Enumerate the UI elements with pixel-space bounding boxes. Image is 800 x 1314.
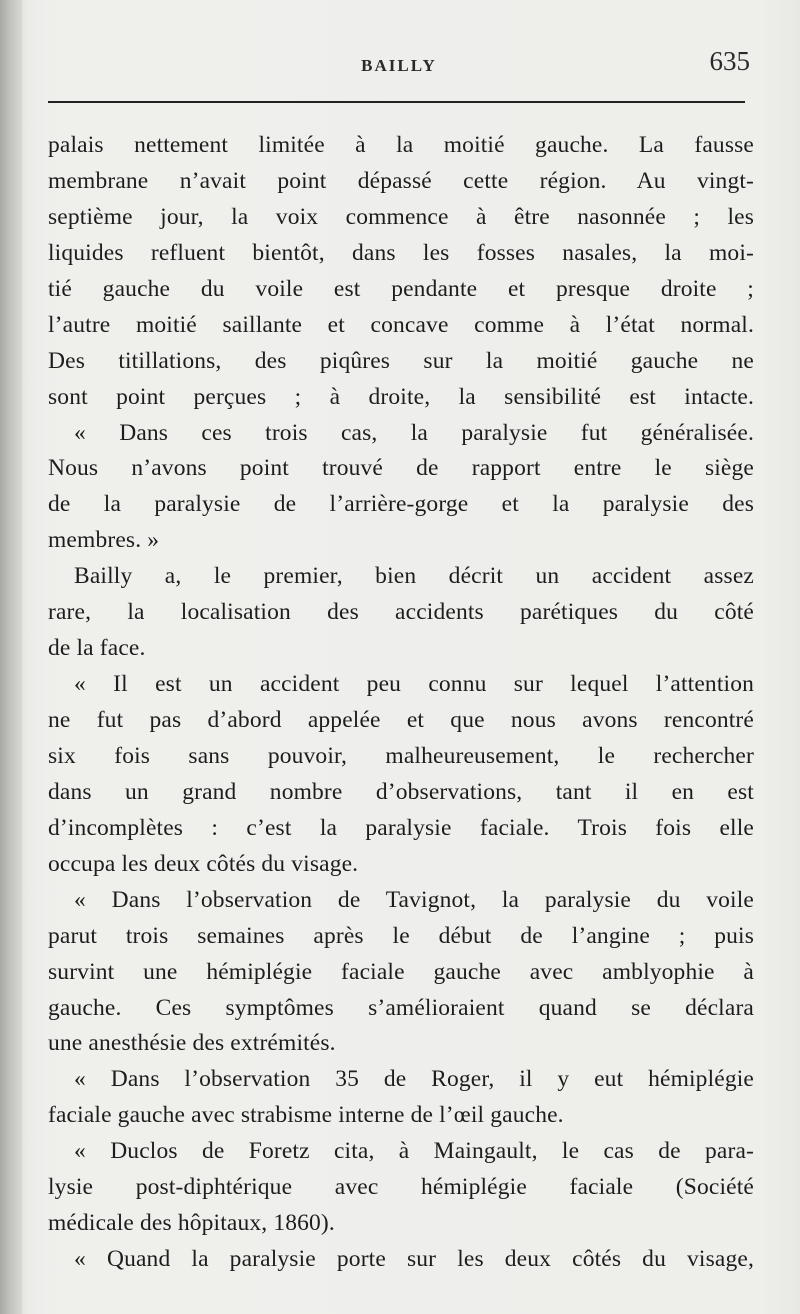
text-line: membrane n’avait point dépassé cette région. Au vingt- [48, 167, 754, 194]
text-line: « Duclos de Foretz cita, à Maingault, le cas de para- [74, 1138, 754, 1165]
text-line: parut trois semaines après le début de l’angine ; puis [48, 922, 754, 949]
text-line: membres. » [48, 527, 160, 554]
running-title: BAILLY [361, 56, 437, 75]
text-line: « Dans l’observation de Tavignot, la paralysie du voile [74, 886, 754, 913]
page-header [48, 46, 750, 82]
text-line: occupa les deux côtés du visage. [48, 850, 359, 877]
text-line: « Dans ces trois cas, la paralysie fut généralisée. [74, 419, 754, 446]
text-line: « Quand la paralysie porte sur les deux côtés du visage, [74, 1246, 754, 1273]
text-line: six fois sans pouvoir, malheureusement, le rechercher [48, 742, 754, 769]
text-line: « Dans l’observation 35 de Roger, il y eut hémiplégie [74, 1066, 754, 1093]
text-line: dans un grand nombre d’observations, tant il en est [48, 778, 754, 805]
page-gutter-shadow [0, 0, 22, 1314]
text-line: « Il est un accident peu connu sur lequel l’attention [74, 671, 754, 698]
text-line: Des titillations, des piqûres sur la moitié gauche ne [48, 347, 754, 374]
header-rule [48, 101, 745, 103]
text-line: de la face. [48, 635, 146, 662]
text-line: ne fut pas d’abord appelée et que nous avons rencontré [48, 707, 754, 733]
text-line: faciale gauche avec strabisme interne de l’œil gauche. [48, 1102, 564, 1129]
text-line: sont point perçues ; à droite, la sensibilité est intacte. [48, 383, 754, 410]
text-line: tié gauche du voile est pendante et presque droite ; [48, 275, 754, 302]
text-line: une anesthésie des extrémités. [48, 1030, 336, 1057]
text-line: de la paralysie de l’arrière-gorge et la paralysie des [48, 491, 754, 518]
text-line: rare, la localisation des accidents parétiques du côté [48, 599, 754, 626]
body-text [48, 128, 754, 1278]
page-number: 635 [709, 46, 750, 76]
text-line: lysie post-diphtérique avec hémiplégie faciale (Société [48, 1174, 754, 1201]
text-line: gauche. Ces symptômes s’amélioraient quand se déclara [48, 994, 754, 1021]
text-line: Nous n’avons point trouvé de rapport entre le siège [48, 455, 754, 482]
text-line: palais nettement limitée à la moitié gauche. La fausse [48, 132, 754, 158]
text-line: Bailly a, le premier, bien décrit un accident assez [74, 563, 754, 590]
text-line: septième jour, la voix commence à être nasonnée ; les [48, 203, 754, 230]
text-line: liquides refluent bientôt, dans les fosses nasales, la moi- [48, 239, 754, 266]
text-line: médicale des hôpitaux, 1860). [48, 1210, 335, 1237]
text-line: d’incomplètes : c’est la paralysie faciale. Trois fois elle [48, 814, 754, 841]
text-line: survint une hémiplégie faciale gauche avec amblyophie à [48, 958, 754, 985]
text-line: l’autre moitié saillante et concave comme à l’état normal. [48, 311, 754, 338]
